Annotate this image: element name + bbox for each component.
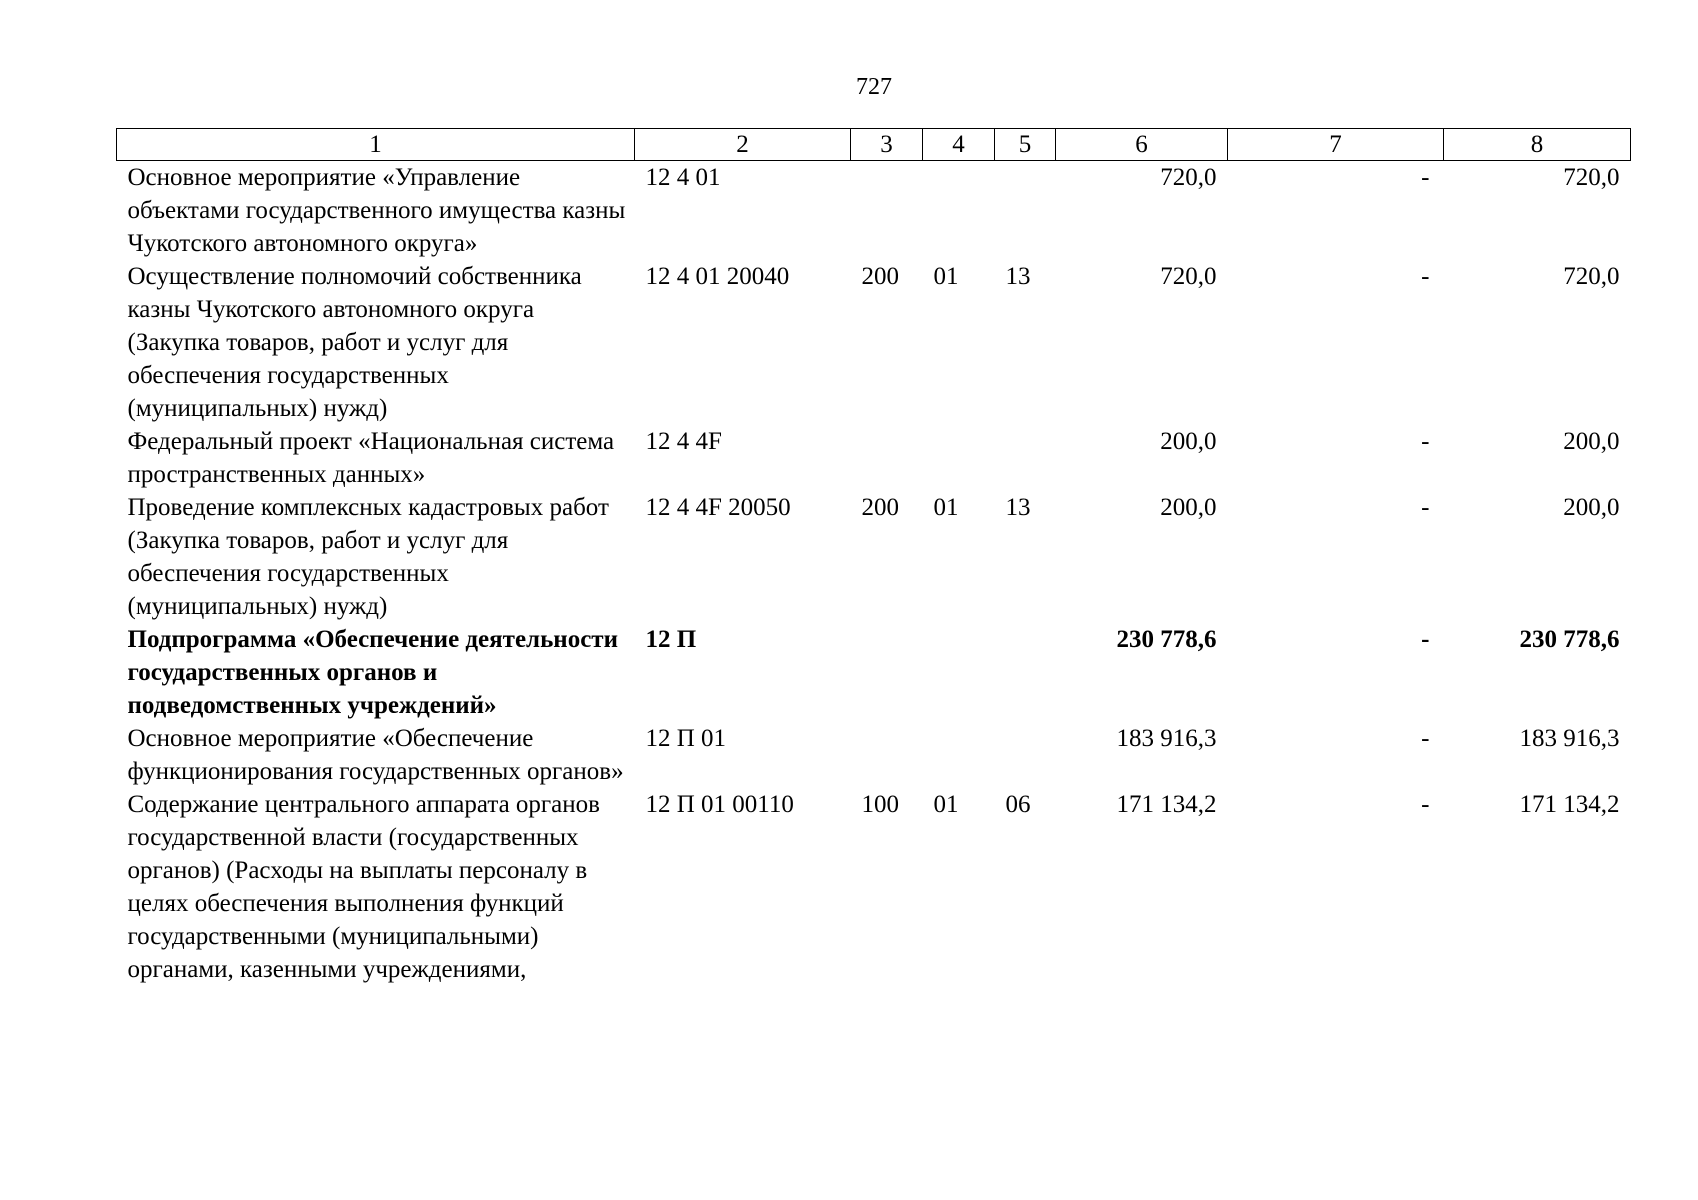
- table-row: [117, 722, 1631, 788]
- header-col-7: 7: [1228, 129, 1444, 161]
- row-expense-type: 100: [861, 791, 899, 818]
- row-change: -: [1421, 263, 1430, 290]
- row-section: [923, 722, 995, 788]
- row-change: -: [1421, 791, 1430, 818]
- row-code: 12 П 01: [645, 725, 727, 752]
- row-code: 12 4 01: [645, 164, 721, 191]
- row-code: 12 П: [645, 626, 697, 653]
- table-header-row: [117, 129, 1631, 161]
- header-col-8: 8: [1444, 129, 1631, 161]
- row-subsection: 13: [1005, 263, 1031, 290]
- table-body: [117, 161, 1631, 987]
- header-col-1: 1: [117, 129, 635, 161]
- table-row: [117, 425, 1631, 491]
- row-change: -: [1421, 428, 1430, 455]
- row-total: 720,0: [1563, 263, 1620, 290]
- row-sum: 171 134,2: [1116, 791, 1217, 818]
- header-col-2: 2: [635, 129, 851, 161]
- row-total: 720,0: [1563, 164, 1620, 191]
- header-col-3: 3: [851, 129, 923, 161]
- row-subsection: [995, 722, 1056, 788]
- row-change: -: [1421, 164, 1430, 191]
- row-sum: 200,0: [1160, 428, 1217, 455]
- row-code: 12 П 01 00110: [645, 791, 794, 818]
- header-col-4: 4: [923, 129, 995, 161]
- row-name: Содержание центрального аппарата органов государственной власти (государственных органов) (Расходы на выплаты персоналу в целях обеспечения выполнения функций государственными (муниципальными) органами, казенными учреждениями,: [127, 791, 600, 983]
- row-name: Федеральный проект «Национальная система пространственных данных»: [127, 428, 615, 488]
- row-sum: 720,0: [1160, 164, 1217, 191]
- page-number: 727: [856, 74, 892, 100]
- row-total: 200,0: [1563, 494, 1620, 521]
- row-expense-type: [851, 161, 923, 261]
- row-name: Проведение комплексных кадастровых работ (Закупка товаров, работ и услуг для обеспечения государственных (муниципальных) нужд): [127, 494, 609, 620]
- row-section: 01: [933, 494, 959, 521]
- row-total: 230 778,6: [1519, 626, 1620, 653]
- row-expense-type: [851, 425, 923, 491]
- row-expense-type: 200: [861, 263, 899, 290]
- row-sum: 720,0: [1160, 263, 1217, 290]
- row-expense-type: [851, 623, 923, 722]
- row-expense-type: [851, 722, 923, 788]
- row-section: [923, 161, 995, 261]
- row-section: [923, 623, 995, 722]
- row-code: 12 4 4F 20050: [645, 494, 791, 521]
- row-code: 12 4 4F: [645, 428, 722, 455]
- row-change: -: [1421, 494, 1430, 521]
- row-expense-type: 200: [861, 494, 899, 521]
- row-subsection: [995, 623, 1056, 722]
- row-subsection: 13: [1005, 494, 1031, 521]
- row-name: Подпрограмма «Обеспечение деятельности государственных органов и подведомственных учреждений»: [127, 626, 618, 719]
- table-row: [117, 788, 1631, 986]
- row-change: -: [1421, 626, 1430, 653]
- row-sum: 200,0: [1160, 494, 1217, 521]
- row-section: [923, 425, 995, 491]
- budget-table: [116, 128, 1631, 986]
- row-sum: 183 916,3: [1116, 725, 1217, 752]
- row-change: -: [1421, 725, 1430, 752]
- header-col-5: 5: [995, 129, 1056, 161]
- table-row: [117, 260, 1631, 425]
- row-subsection: [995, 425, 1056, 491]
- row-sum: 230 778,6: [1116, 626, 1217, 653]
- row-name: Основное мероприятие «Обеспечение функционирования государственных органов»: [127, 725, 624, 785]
- row-section: 01: [933, 263, 959, 290]
- row-name: Основное мероприятие «Управление объектами государственного имущества казны Чукотского автономного округа»: [127, 164, 626, 257]
- row-subsection: 06: [1005, 791, 1031, 818]
- table-row: [117, 161, 1631, 261]
- row-total: 200,0: [1563, 428, 1620, 455]
- table-row: [117, 491, 1631, 623]
- row-subsection: [995, 161, 1056, 261]
- row-name: Осуществление полномочий собственника казны Чукотского автономного округа (Закупка товаров, работ и услуг для обеспечения государственных (муниципальных) нужд): [127, 263, 582, 422]
- row-code: 12 4 01 20040: [645, 263, 790, 290]
- row-section: 01: [933, 791, 959, 818]
- row-total: 171 134,2: [1519, 791, 1620, 818]
- row-total: 183 916,3: [1519, 725, 1620, 752]
- header-col-6: 6: [1056, 129, 1228, 161]
- table-row: [117, 623, 1631, 722]
